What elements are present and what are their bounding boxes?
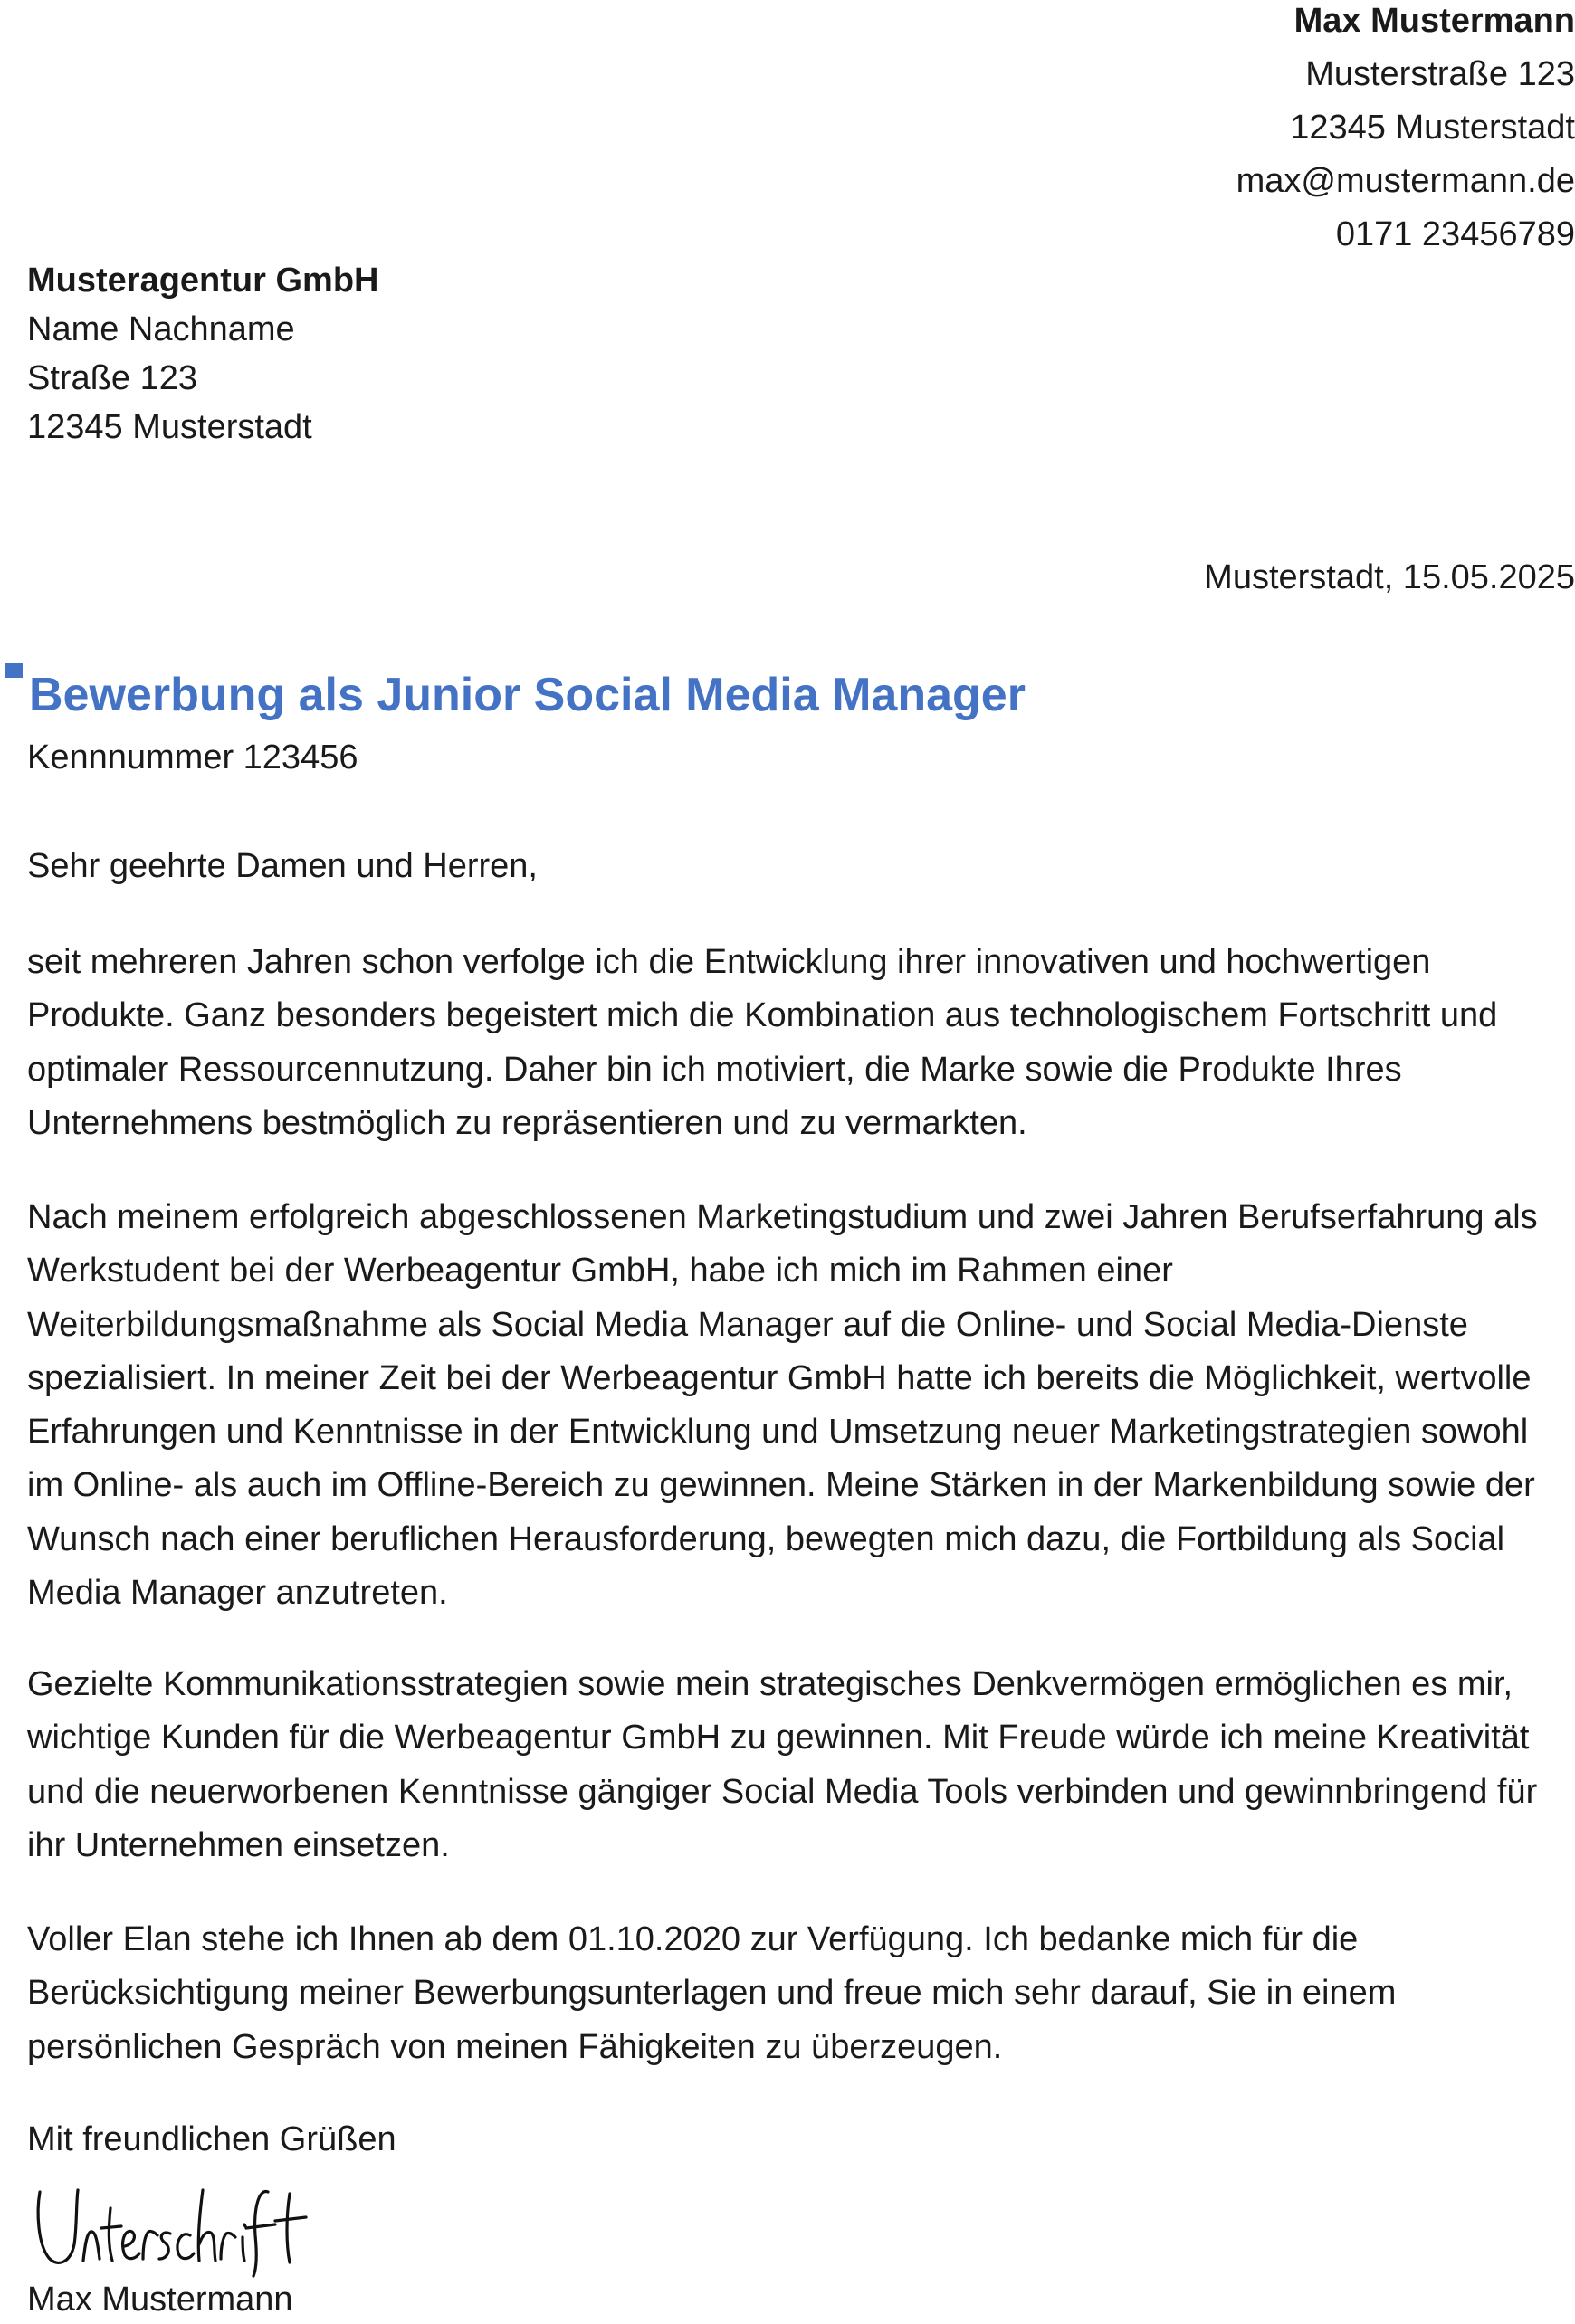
handwritten-signature bbox=[31, 2172, 320, 2281]
body-paragraph: Nach meinem erfolgreich abgeschlossenen Marketingstudium und zwei Jahren Berufserfahrung als Werkstudent bei der Werbeagentur GmbH, habe ich mich im Rahmen einer Weiterbildungsmaßnahme als Social Media Manager auf die Online- und Social Media-Dienste spezialisiert. In meiner Zeit bei der Werbeagentur GmbH hatte ich bereits die Möglichkeit, wertvolle Erfahrungen und Kenntnisse in der Entwicklung und Umsetzung neuer Marketingstrategien sowohl im Online- als auch im Offline-Bereich zu gewinnen. Meine Stärken in der Markenbildung sowie der Wunsch nach einer beruflichen Herausforderung, bewegten mich dazu, die Fortbildung als Social Media Manager anzutreten. bbox=[27, 1198, 1538, 1613]
recipient-contact: Name Nachname bbox=[27, 310, 295, 348]
body-paragraph: seit mehreren Jahren schon verfolge ich die Entwicklung ihrer innovativen und hochwertigen Produkte. Ganz besonders begeistert mich die Kombination aus technologischem Fortschritt und optimaler Ressourcennutzung. Daher bin ich motiviert, die Marke sowie die Produkte Ihres Unternehmens bestmöglich zu repräsentieren und zu vermarkten. bbox=[27, 943, 1498, 1142]
reference-number: Kennnummer 123456 bbox=[27, 738, 358, 776]
salutation: Sehr geehrte Damen und Herren, bbox=[27, 847, 538, 885]
recipient-company: Musteragentur GmbH bbox=[27, 262, 379, 300]
sender-email: max@mustermann.de bbox=[1236, 162, 1575, 200]
body-paragraph: Gezielte Kommunikationsstrategien sowie mein strategisches Denkvermögen ermöglichen es mir, wichtige Kunden für die Werbeagentur GmbH zu gewinnen. Mit Freude würde ich meine Kreativität und die neuerworbenen Kenntnisse gängiger Social Media Tools verbinden und gewinnbringend für ihr Unternehmen einsetzen. bbox=[27, 1665, 1538, 1864]
recipient-city: 12345 Musterstadt bbox=[27, 408, 312, 446]
sender-address-block bbox=[851, 0, 1575, 262]
date-line: Musterstadt, 15.05.2025 bbox=[1204, 558, 1575, 596]
body-paragraph: Voller Elan stehe ich Ihnen ab dem 01.10.2020 zur Verfügung. Ich bedanke mich für die Berücksichtigung meiner Bewerbungsunterlagen und freue mich sehr darauf, Sie in einem persönlichen Gespräch von meinen Fähigkeiten zu überzeugen. bbox=[27, 1920, 1397, 2066]
sender-name: Max Mustermann bbox=[1293, 2, 1575, 40]
recipient-address-block bbox=[27, 256, 842, 452]
recipient-street: Straße 123 bbox=[27, 359, 197, 397]
sender-phone: 0171 23456789 bbox=[1335, 215, 1575, 253]
signer-name: Max Mustermann bbox=[27, 2281, 293, 2319]
sender-street: Musterstraße 123 bbox=[1305, 55, 1575, 93]
subject-heading: Bewerbung als Junior Social Media Manager bbox=[29, 669, 1026, 721]
closing-phrase: Mit freundlichen Grüßen bbox=[27, 2120, 396, 2158]
sender-city: 12345 Musterstadt bbox=[1290, 109, 1575, 147]
subject-marker bbox=[5, 663, 23, 678]
